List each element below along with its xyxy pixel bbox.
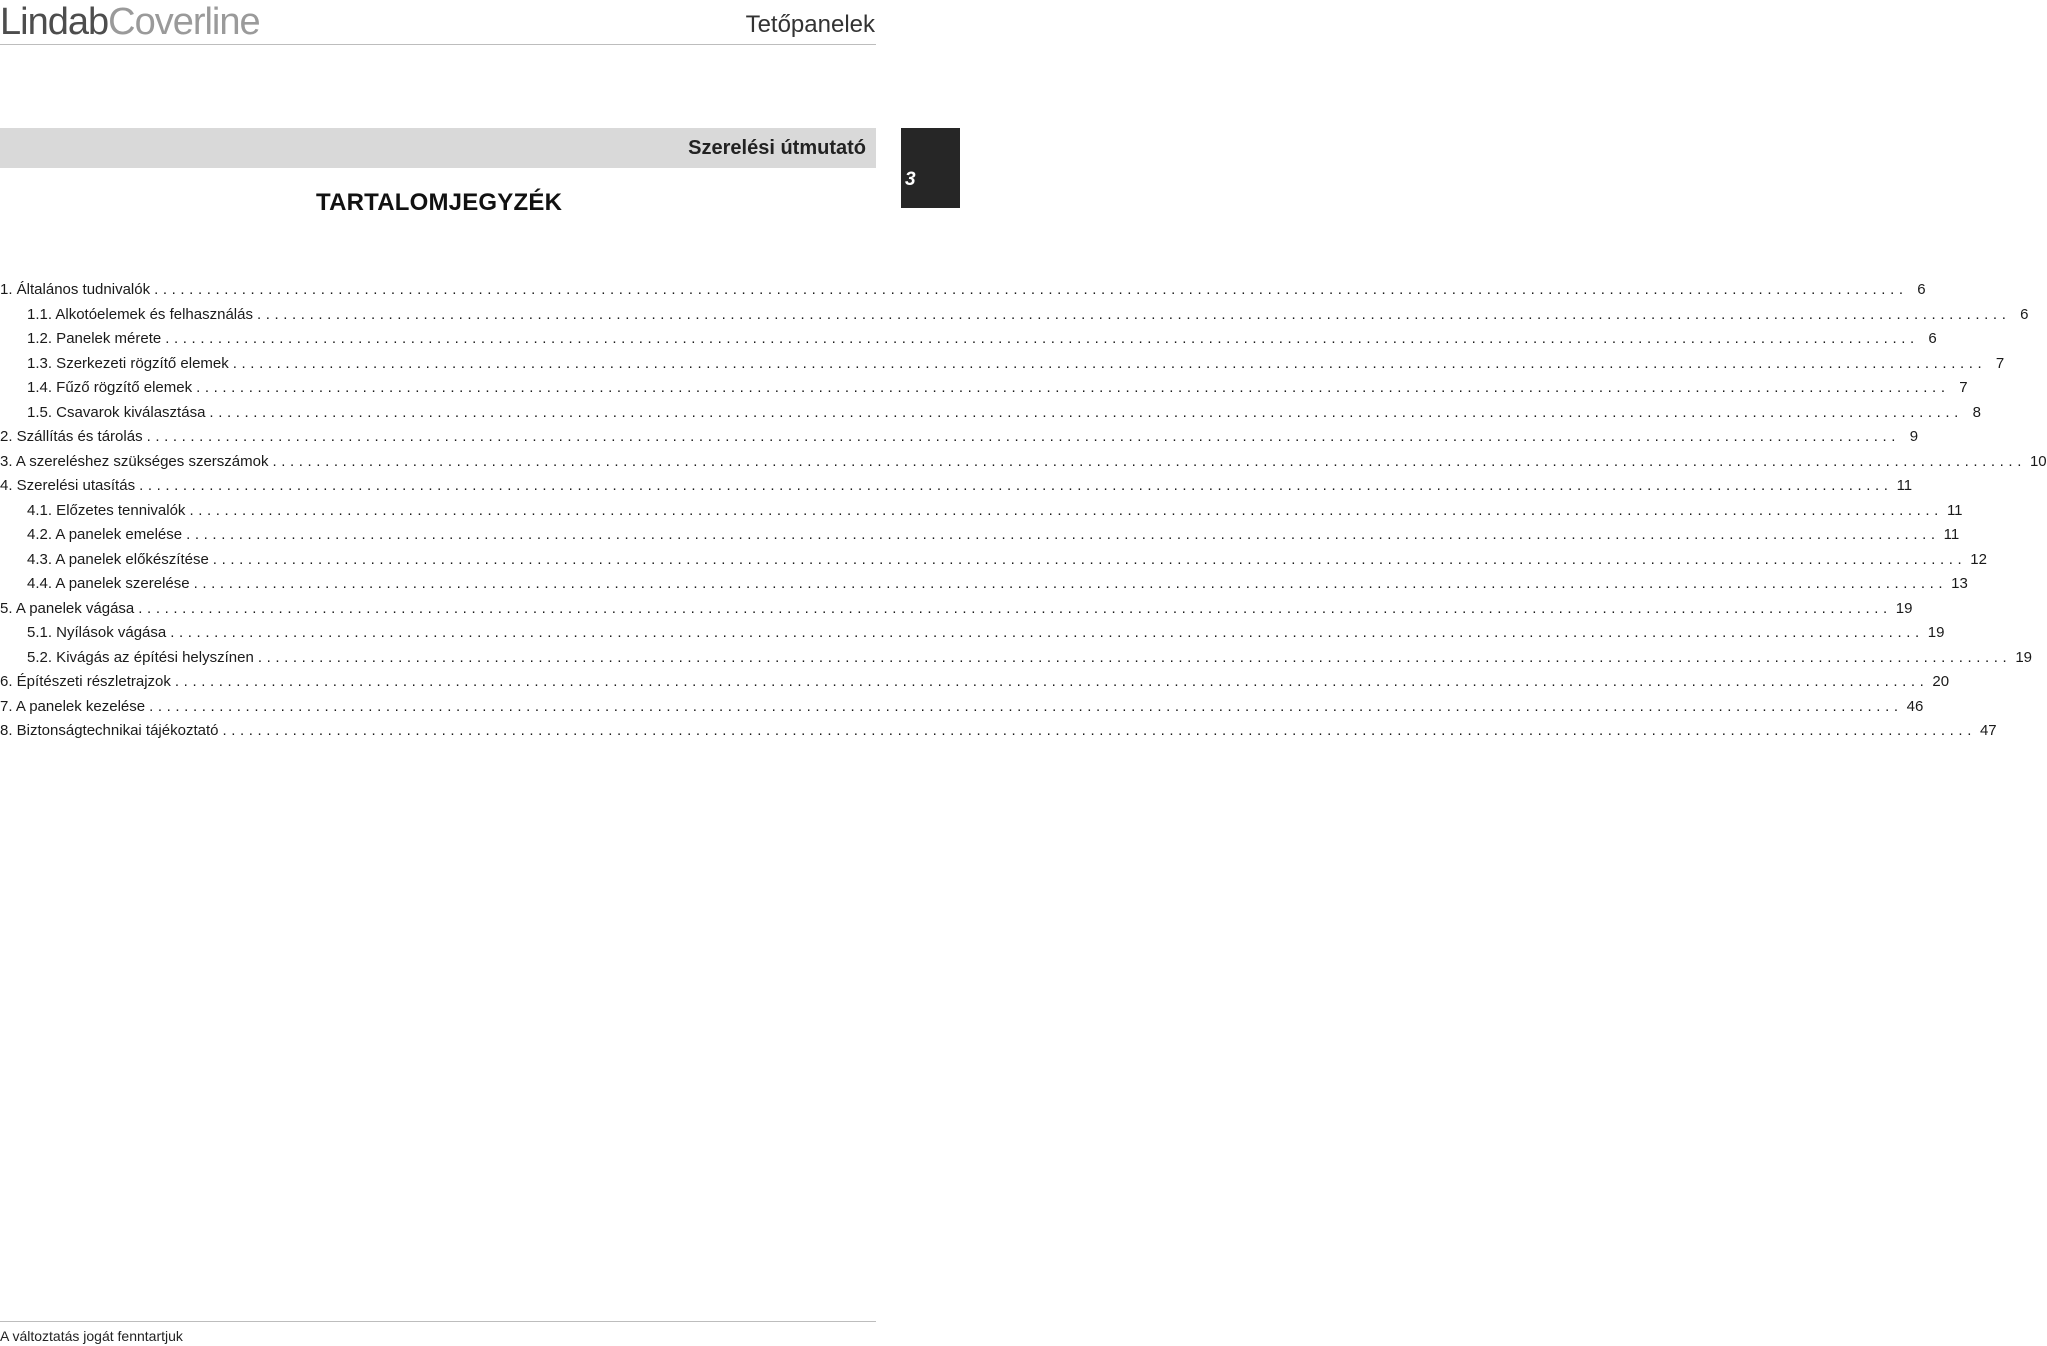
toc-entry[interactable]: [0, 621, 1945, 646]
toc-entry-page: 19: [2015, 648, 2032, 666]
toc-dot-leader: ........................................................................................................................................................................................................: [138, 599, 1892, 617]
toc-entry-page: 6: [1928, 330, 1937, 347]
toc-entry-label: 3. A szereléshez szükséges szerszámok: [0, 452, 269, 470]
toc-dot-leader: ........................................................................................................................................................................................................: [146, 428, 1901, 445]
toc-entry-page: 6: [2020, 305, 2029, 323]
toc-dot-leader: ........................................................................................................................................................................................................: [149, 697, 1903, 715]
toc-dot-leader: ........................................................................................................................................................................................................: [232, 354, 1987, 372]
toc-entry-label: 4.3. A panelek előkészítése: [27, 550, 209, 568]
toc-dot-leader: ........................................................................................................................................................................................................: [272, 452, 2026, 470]
toc-entry-label: 4.4. A panelek szerelése: [27, 575, 190, 592]
chapter-tab-number: 3: [905, 169, 916, 190]
toc-entry[interactable]: [0, 278, 1926, 303]
toc-entry-page: 46: [1906, 697, 1924, 715]
toc-entry[interactable]: [0, 597, 1913, 622]
toc-entry[interactable]: [0, 523, 1960, 548]
brand-logo-part2: Coverline: [108, 1, 260, 43]
toc-entry-page: 19: [1895, 599, 1913, 617]
toc-entry[interactable]: [0, 327, 1937, 352]
toc-entry-label: 4.2. A panelek emelése: [27, 526, 183, 543]
toc-entry-label: 1.1. Alkotóelemek és felhasználás: [27, 305, 253, 323]
toc-entry-label: 7. A panelek kezelése: [0, 697, 146, 715]
toc-entry[interactable]: [0, 646, 2032, 671]
toc-entry-page: 47: [1979, 722, 1997, 739]
table-of-contents: [0, 278, 2047, 744]
toc-entry-page: 8: [1972, 403, 1981, 421]
toc-entry-page: 11: [1896, 477, 1913, 494]
toc-dot-leader: ........................................................................................................................................................................................................: [170, 624, 1924, 641]
toc-entry-label: 2. Szállítás és tárolás: [0, 428, 143, 445]
toc-dot-leader: ........................................................................................................................................................................................................: [165, 330, 1919, 347]
brand-logo: [0, 0, 260, 44]
toc-entry[interactable]: [0, 499, 1963, 524]
document-title: Tetőpanelek: [745, 11, 875, 38]
toc-dot-leader: ........................................................................................................................................................................................................: [189, 501, 1943, 519]
chapter-tab: [901, 128, 960, 208]
section-band: [0, 128, 876, 168]
toc-entry-page: 9: [1909, 428, 1919, 445]
toc-dot-leader: ........................................................................................................................................................................................................: [193, 575, 1948, 592]
toc-entry[interactable]: [0, 352, 2005, 377]
toc-entry-label: 5.2. Kivágás az építési helyszínen: [27, 648, 254, 666]
toc-entry-label: 4. Szerelési utasítás: [0, 477, 136, 494]
toc-entry[interactable]: [0, 376, 1968, 401]
toc-entry[interactable]: [0, 303, 2029, 328]
toc-entry-page: 7: [1959, 379, 1968, 396]
toc-entry[interactable]: [0, 474, 1913, 499]
toc-entry-label: 6. Építészeti részletrajzok: [0, 673, 171, 690]
footer-divider: [0, 1321, 876, 1322]
toc-dot-leader: ........................................................................................................................................................................................................: [222, 722, 1976, 739]
toc-dot-leader: ........................................................................................................................................................................................................: [186, 526, 1940, 543]
toc-entry-label: 1. Általános tudnivalók: [0, 281, 151, 298]
toc-entry-page: 10: [2029, 452, 2047, 470]
toc-entry-page: 6: [1917, 281, 1926, 298]
toc-entry[interactable]: [0, 401, 1981, 426]
toc-entry-label: 1.4. Fűző rögzítő elemek: [27, 379, 193, 396]
toc-entry-label: 8. Biztonságtechnikai tájékoztató: [0, 722, 219, 739]
toc-entry[interactable]: [0, 425, 1919, 450]
toc-dot-leader: ........................................................................................................................................................................................................: [212, 550, 1967, 568]
toc-entry-label: 1.5. Csavarok kiválasztása: [27, 403, 206, 421]
toc-entry-label: 1.3. Szerkezeti rögzítő elemek: [27, 354, 229, 372]
toc-entry[interactable]: [0, 548, 1987, 573]
toc-dot-leader: ........................................................................................................................................................................................................: [154, 281, 1908, 298]
toc-entry[interactable]: [0, 695, 1924, 720]
toc-entry-page: 7: [1995, 354, 2005, 372]
toc-entry-label: 5. A panelek vágása: [0, 599, 135, 617]
toc-entry[interactable]: [0, 450, 2047, 475]
toc-entry-page: 12: [1970, 550, 1987, 568]
toc-entry-label: 4.1. Előzetes tennivalók: [27, 501, 186, 519]
toc-entry[interactable]: [0, 719, 1997, 744]
toc-entry-page: 20: [1932, 673, 1950, 690]
toc-entry-label: 5.1. Nyílások vágása: [27, 624, 167, 641]
brand-logo-part1: Lindab: [0, 1, 109, 43]
toc-heading: TARTALOMJEGYZÉK: [316, 189, 563, 216]
footer-note: A változtatás jogát fenntartjuk: [0, 1328, 183, 1344]
toc-entry[interactable]: [0, 572, 1968, 597]
toc-dot-leader: ........................................................................................................................................................................................................: [209, 403, 1963, 421]
toc-entry-label: 1.2. Panelek mérete: [27, 330, 162, 347]
toc-entry[interactable]: [0, 670, 1950, 695]
toc-dot-leader: ........................................................................................................................................................................................................: [256, 305, 2011, 323]
toc-dot-leader: ........................................................................................................................................................................................................: [196, 379, 1950, 396]
toc-entry-page: 11: [1946, 501, 1963, 519]
section-band-label: Szerelési útmutató: [688, 137, 866, 159]
toc-dot-leader: ........................................................................................................................................................................................................: [139, 477, 1893, 494]
toc-entry-page: 11: [1943, 526, 1960, 543]
toc-dot-leader: ........................................................................................................................................................................................................: [257, 648, 2012, 666]
toc-entry-page: 19: [1927, 624, 1945, 641]
toc-entry-page: 13: [1951, 575, 1968, 592]
toc-dot-leader: ........................................................................................................................................................................................................: [174, 673, 1929, 690]
header-divider: [0, 44, 876, 45]
